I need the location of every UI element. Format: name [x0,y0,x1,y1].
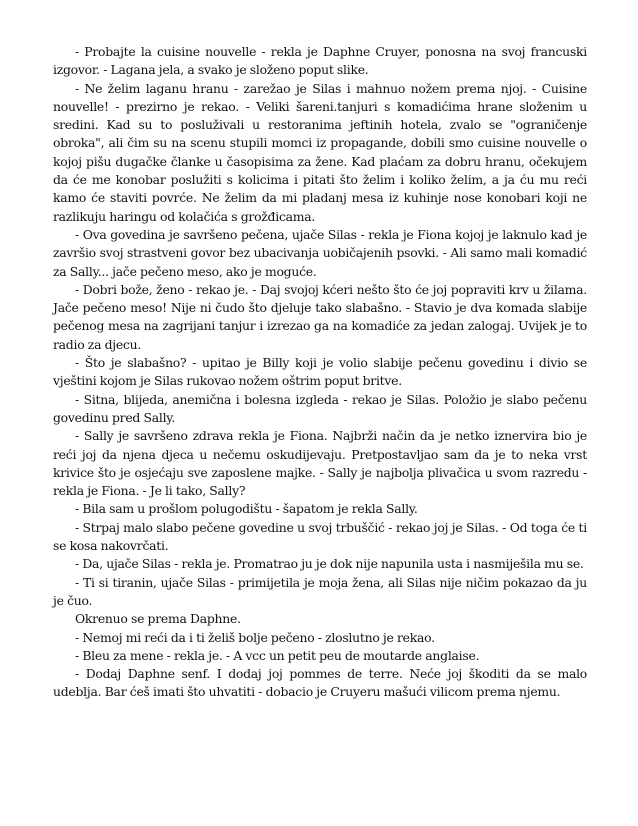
paragraph: - Bila sam u prošlom polugodištu - šapatom je rekla Sally. [75,501,418,517]
paragraph: - Strpaj malo slabo pečene govedine u svoj trbuščić - rekao joj je Silas. - Od toga će ti se kosa nakovrčati. [53,519,587,554]
paragraph: - Sitna, blijeda, anemična i bolesna izgleda - rekao je Silas. Položio je slabo pečenu govedinu pred Sally. [53,391,587,425]
paragraph: - Dodaj Daphne senf. I dodaj joj pommes de terre. Neće joj škoditi da se malo udeblja. Bar ćeš imati što uhvatiti - dobacio je Cruyeru mašući vilicom prema njemu. [53,666,587,700]
paragraph: - Dobri bože, ženo - rekao je. - Daj svojoj kćeri nešto što će joj popraviti krv u žilama. Jače pečeno meso! Nije ni čudo što djeluje tako slabašno. - Stavio je dva komada slabije pečenog mesa na zagrijani tanjur i izrezao ga na komadiće za jedan zalogaj. Uvijek je to radio za djecu. [53,281,587,352]
paragraph: Okrenuo se prema Daphne. [75,611,241,627]
paragraph: - Ne želim laganu hranu - zarežao je Silas i mahnuo nožem prema njoj. - Cuisine nouvelle! - prezirno je rekao. - Veliki šareni.tanjuri s komadićima hrane složenim u sredini. Kad su to posluživali u restoranima jeftinih hotela, zvalo se "ograničenje obroka", ali čim su na scenu stupili momci iz propagande, dobili smo cuisine nouvelle o kojoj pišu dugačke članke u časopisima za žene. Kad plaćam za dobru hranu, očekujem da će me konobar poslužiti s kolicima i pitati što želim i koliko želim, a ja ću mu reći kamo će staviti povrće. Ne želim da mi pladanj mesa iz kuhinje nose konobari koji ne razlikuju haringu od kolačića s grožđicama. [53,80,587,224]
paragraph: - Bleu za mene - rekla je. - A vcc un petit peu de moutarde anglaise. [75,647,480,663]
paragraph: - Ti si tiranin, ujače Silas - primijetila je moja žena, ali Silas nije ničim pokazao da ju je čuo. [53,574,587,608]
paragraph: - Sally je savršeno zdrava rekla je Fiona. Najbrži način da je netko iznervira bio je reći joj da njena djeca u nečemu oskudijevaju. Pretpostavljao sam da je to neka vrst krivice što je osjećaju sve zaposlene majke. - Sally je najbolja plivačica u svom razredu - rekla je Fiona. - Je li tako, Sally? [53,428,587,499]
paragraph: - Da, ujače Silas - rekla je. Promatrao ju je dok nije napunila usta i nasmiješila mu se. [75,556,584,572]
paragraph: - Ova govedina je savršeno pečena, ujače Silas - rekla je Fiona kojoj je laknulo kad je završio svoj strastveni govor bez ubacivanja uobičajenih psovki. - Ali samo mali komadić za Sally... jače pečeno meso, ako je moguće. [53,226,587,279]
document-page [53,43,587,702]
paragraph: - Nemoj mi reći da i ti želiš bolje pečeno - zloslutno je rekao. [75,629,435,645]
paragraph: - Što je slabašno? - upitao je Billy koji je volio slabije pečenu govedinu i divio se vještini kojom je Silas rukovao nožem oštrim poput britve. [53,355,587,389]
paragraph: - Probajte la cuisine nouvelle - rekla je Daphne Cruyer, ponosna na svoj francuski izgovor. - Lagana jela, a svako je složeno poput slike. [53,44,587,78]
